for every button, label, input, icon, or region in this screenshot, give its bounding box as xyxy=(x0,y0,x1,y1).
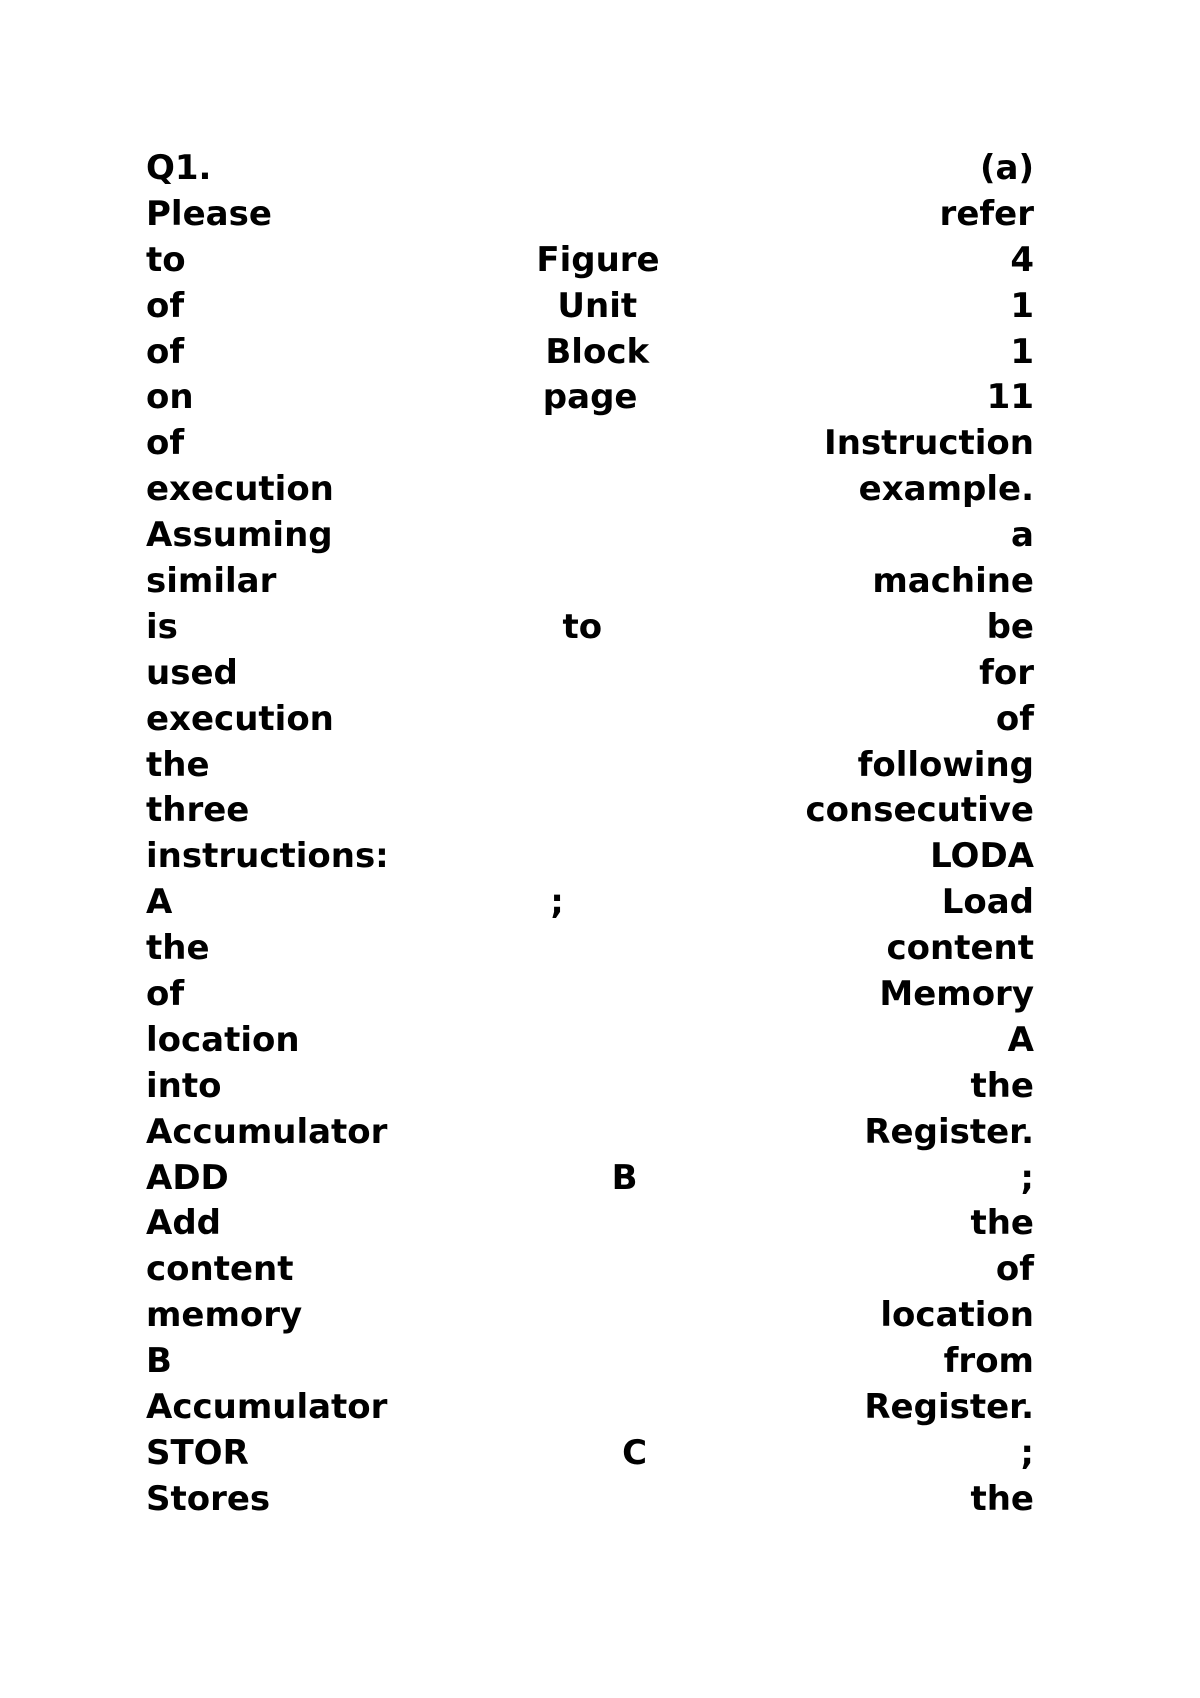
word: Register. xyxy=(864,1387,1034,1428)
text-line xyxy=(146,192,1034,238)
text-line xyxy=(146,1110,1034,1156)
word: into xyxy=(146,1065,222,1106)
word: Unit xyxy=(557,285,638,326)
word: of xyxy=(995,1249,1034,1290)
text-line xyxy=(146,146,1034,192)
word: execution xyxy=(146,469,334,510)
text-line xyxy=(146,1339,1034,1385)
word: of xyxy=(995,698,1034,739)
word: location xyxy=(880,1295,1034,1336)
text-line xyxy=(146,1064,1034,1110)
word: B xyxy=(146,1341,172,1382)
word: Instruction xyxy=(824,423,1034,464)
word: Load xyxy=(941,882,1034,923)
word: Q1. xyxy=(146,148,212,188)
word: Accumulator xyxy=(146,1111,388,1152)
word: A xyxy=(146,882,173,923)
word: 4 xyxy=(1010,239,1035,280)
word: STOR xyxy=(146,1432,249,1473)
word: Block xyxy=(545,331,650,372)
word: instructions: xyxy=(146,836,389,877)
word: following xyxy=(857,744,1034,785)
word: ; xyxy=(1020,1157,1035,1198)
word: for xyxy=(979,652,1034,693)
word: 11 xyxy=(986,377,1034,418)
text-line xyxy=(146,1018,1034,1064)
text-line xyxy=(146,926,1034,972)
text-line xyxy=(146,421,1034,467)
text-line xyxy=(146,1431,1034,1477)
word: example. xyxy=(858,469,1034,510)
word: to xyxy=(146,239,186,280)
word: of xyxy=(146,331,185,372)
text-line xyxy=(146,1477,1034,1523)
word: a xyxy=(1011,515,1034,556)
word: on xyxy=(146,377,194,418)
text-line xyxy=(146,834,1034,880)
word: used xyxy=(146,652,238,693)
question-text xyxy=(146,146,1034,1523)
word: A xyxy=(1007,1019,1034,1060)
word: 1 xyxy=(1010,331,1034,372)
word: ; xyxy=(550,882,564,923)
text-line xyxy=(146,972,1034,1018)
word: memory xyxy=(146,1295,303,1336)
text-line xyxy=(146,1247,1034,1293)
word: Register. xyxy=(864,1111,1034,1152)
word: machine xyxy=(872,561,1034,602)
text-line xyxy=(146,284,1034,330)
word: B xyxy=(611,1157,638,1198)
text-line xyxy=(146,880,1034,926)
word: consecutive xyxy=(805,790,1034,831)
word: be xyxy=(986,606,1034,647)
text-line xyxy=(146,743,1034,789)
text-line xyxy=(146,559,1034,605)
word: Add xyxy=(146,1203,221,1244)
word: LODA xyxy=(930,836,1034,877)
word: execution xyxy=(146,698,334,739)
text-line xyxy=(146,788,1034,834)
word: three xyxy=(146,790,250,831)
word: the xyxy=(146,928,210,969)
word: the xyxy=(970,1065,1034,1106)
text-line xyxy=(146,651,1034,697)
word: of xyxy=(146,423,185,464)
word: content xyxy=(886,928,1034,969)
word: refer xyxy=(939,193,1034,234)
text-line xyxy=(146,513,1034,559)
word: to xyxy=(562,606,603,647)
word: Memory xyxy=(879,974,1034,1015)
text-line xyxy=(146,375,1034,421)
word: Assuming xyxy=(146,515,333,556)
word: Please xyxy=(146,193,272,234)
word: 1 xyxy=(1010,285,1034,326)
word: is xyxy=(146,606,178,647)
text-line xyxy=(146,1293,1034,1339)
text-line xyxy=(146,605,1034,651)
text-line xyxy=(146,1385,1034,1431)
text-line xyxy=(146,1201,1034,1247)
word: Accumulator xyxy=(146,1387,388,1428)
word: the xyxy=(146,744,210,785)
word: ADD xyxy=(146,1157,229,1198)
word: content xyxy=(146,1249,294,1290)
word: of xyxy=(146,974,185,1015)
text-line xyxy=(146,1156,1034,1202)
word: from xyxy=(943,1341,1034,1382)
word: the xyxy=(970,1203,1034,1244)
word: ; xyxy=(1020,1432,1035,1473)
word: Figure xyxy=(536,239,660,280)
word: similar xyxy=(146,561,277,602)
text-line xyxy=(146,697,1034,743)
word: the xyxy=(970,1478,1034,1519)
text-line xyxy=(146,467,1034,513)
text-line xyxy=(146,330,1034,376)
word: of xyxy=(146,285,185,326)
word: (a) xyxy=(979,148,1034,188)
word: page xyxy=(542,377,638,418)
word: location xyxy=(146,1019,300,1060)
word: C xyxy=(622,1432,648,1473)
text-line xyxy=(146,238,1034,284)
word: Stores xyxy=(146,1478,271,1519)
